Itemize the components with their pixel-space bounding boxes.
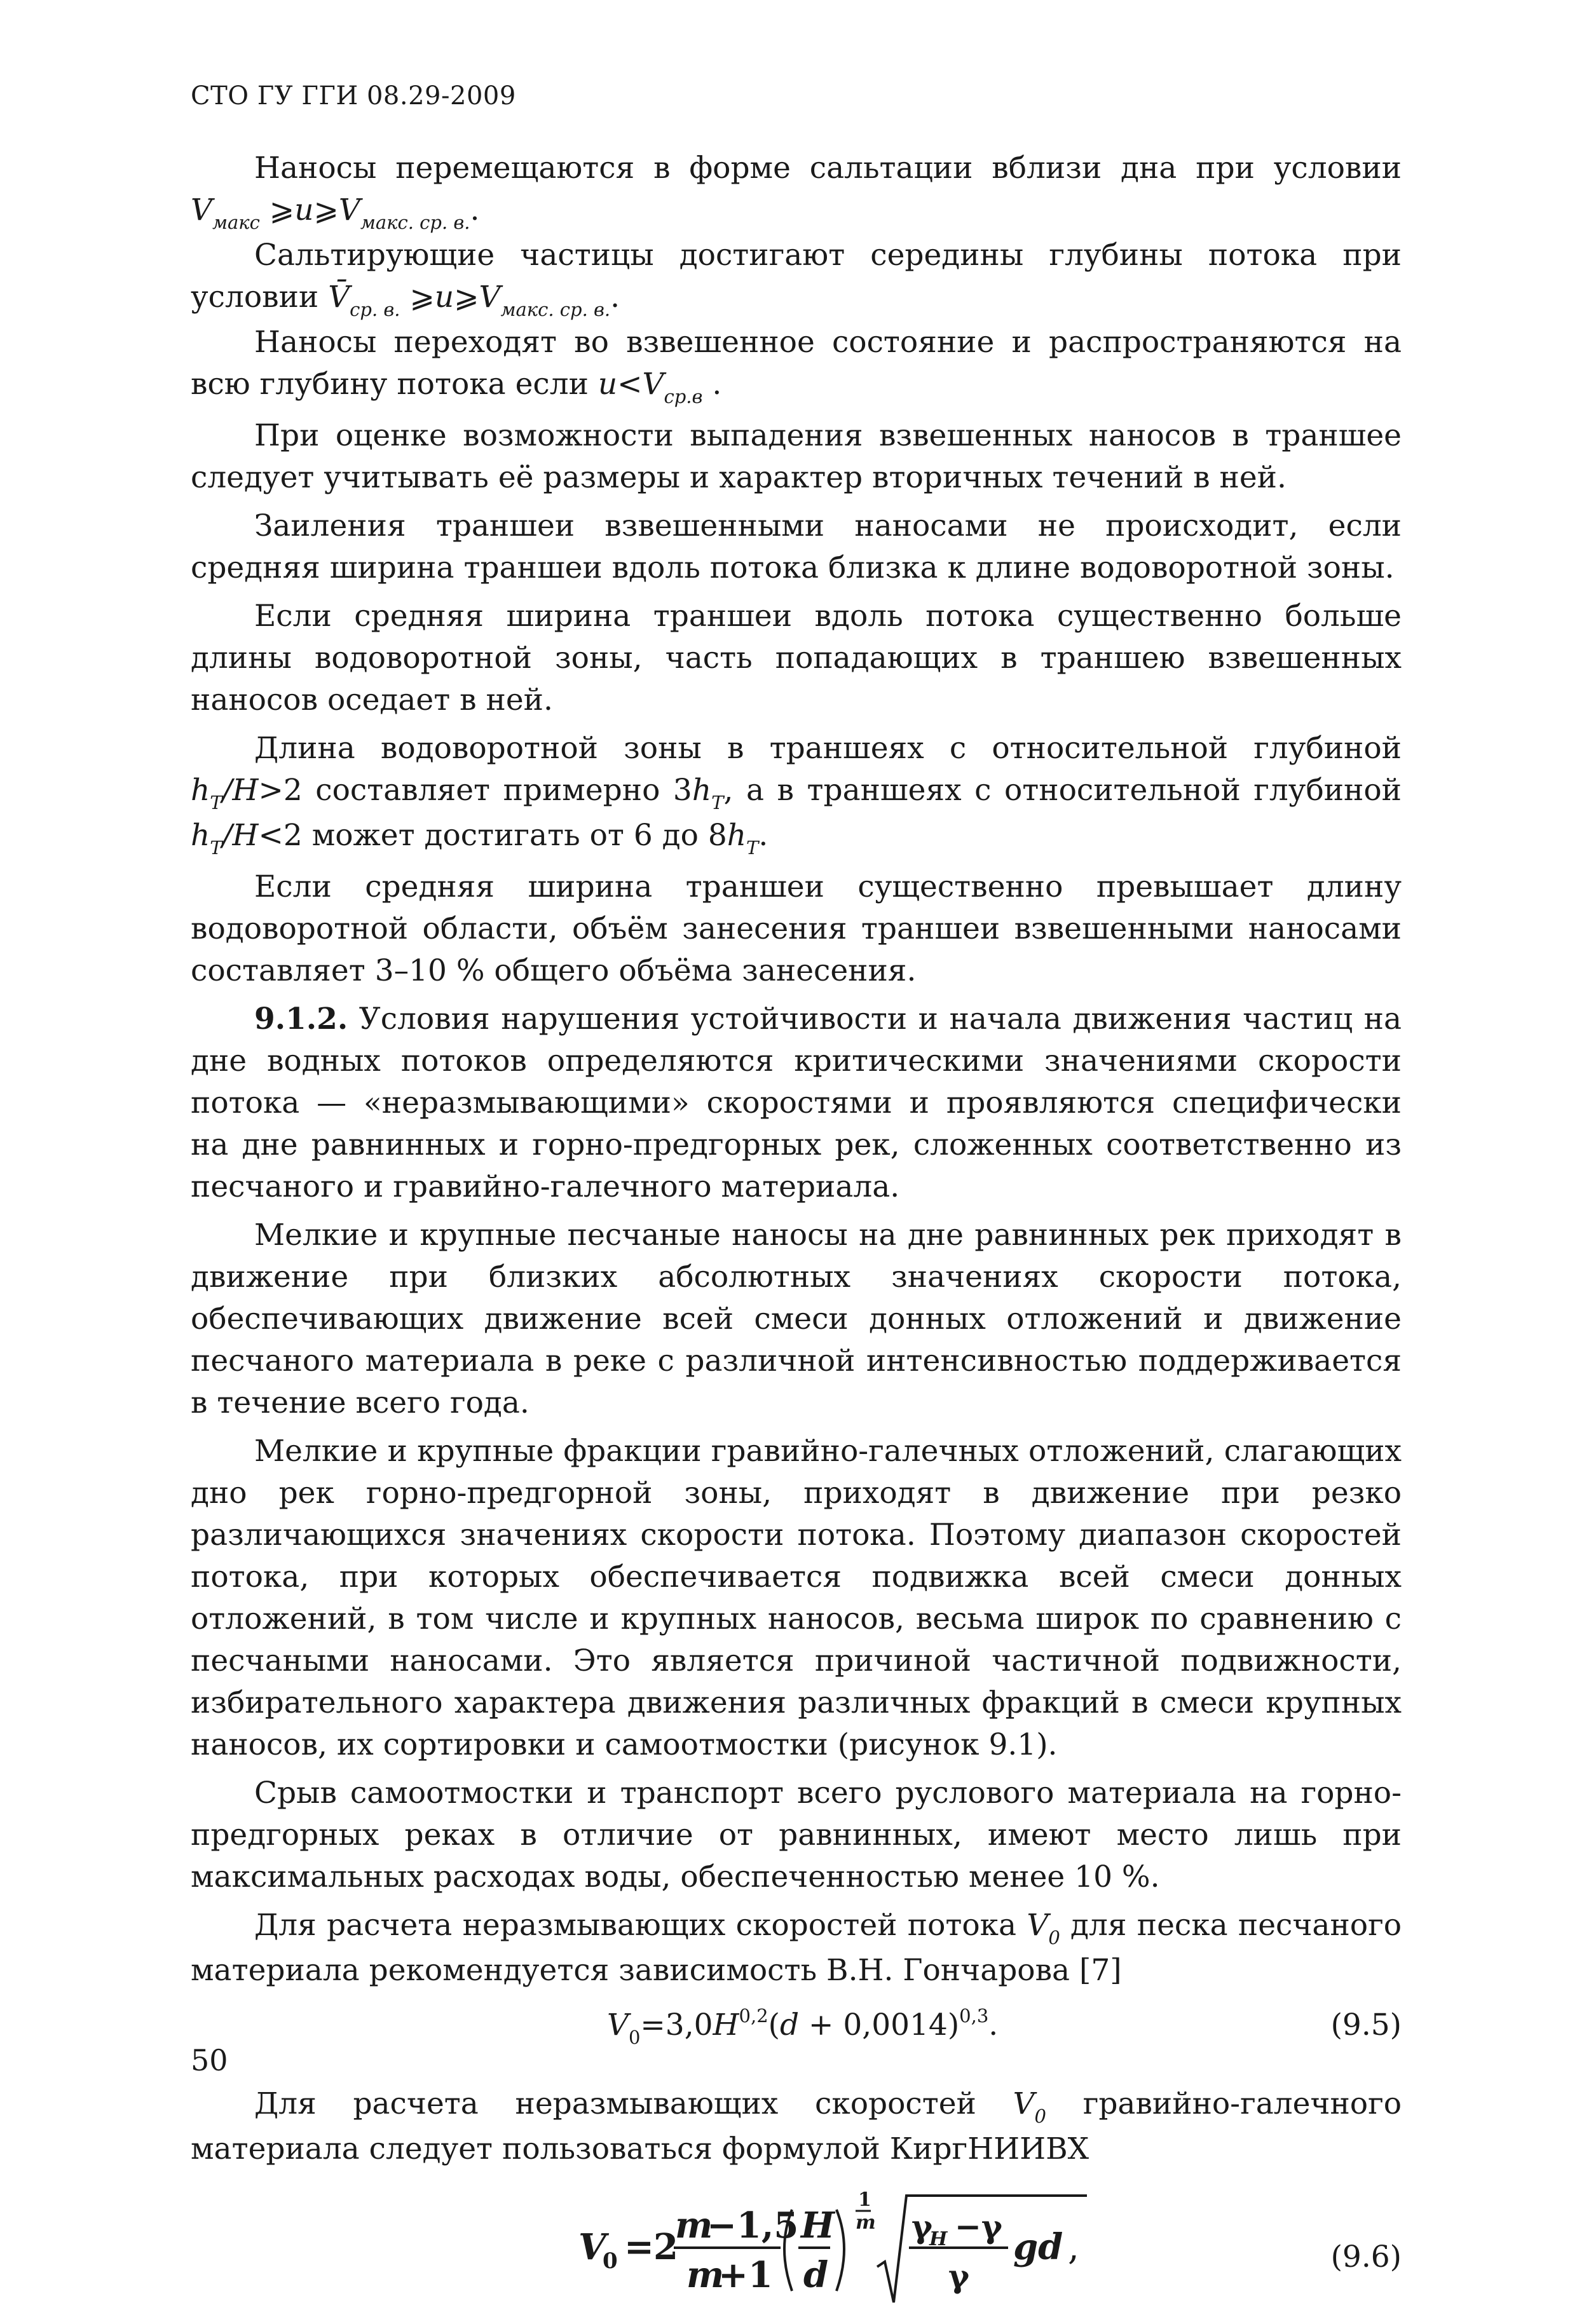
paragraph-kirgniivkh: Для расчета неразмывающих скоростей $V_0$ гравийно-галечного материала следует пользоваться формулой КиргНИИВХ [191, 2086, 1402, 2166]
paragraph-armour-breakup: Срыв самоотмостки и транспорт всего руслового материала на горно-предгорных реках в отличие от равнинных, имеют место лишь при максимальных расходах воды, обеспеченностью менее 10 %. [191, 1776, 1402, 1894]
paragraph-text: , а в траншеях с относительной глубиной [723, 773, 1402, 808]
svg-text:+1: +1 [718, 2254, 773, 2296]
svg-text:0: 0 [603, 2248, 618, 2274]
paragraph-text: Для расчета неразмывающих скоростей потока [254, 1908, 1017, 1943]
paragraph-goncharov: Для расчета неразмывающих скоростей потока $V_0$ для песка песчаного материала рекомендуется зависимость В.Н. Гончарова [7] [191, 1908, 1402, 1988]
paragraph-suspension: Наносы переходят во взвешенное состояние и распространяются на всю глубину потока если $u<V_{ср.в}$ . [191, 325, 1402, 407]
document-code-header: СТО ГУ ГГИ 08.29-2009 [191, 81, 516, 111]
paragraph-section-9-1-2 [191, 998, 1402, 1208]
paragraph-eddy-zone-length: Длина водоворотной зоны в траншеях с относительной глубиной $h_T/H>2$ составляет примерно $3h_T$, а в траншеях с относительной глубиной $h_T/H<2$ может достигать от 6 до $8h_T$. [191, 731, 1402, 859]
paragraph-partial-settling: Если средняя ширина траншеи вдоль потока существенно больше длины водоворотной зоны, часть попадающих в траншею взвешенных наносов оседает в ней. [191, 599, 1402, 717]
paragraph-saltation: Наносы перемещаются в форме сальтации вблизи дна при условии $V_{макс}$ $⩾u⩾V_{макс. ср. в.}$. [191, 151, 1402, 233]
svg-text:d: d [803, 2254, 829, 2296]
paragraph-no-siltation: Заиления траншеи взвешенными наносами не происходит, если средняя ширина траншеи вдоль потока близка к длине водоворотной зоны. [191, 508, 1402, 585]
paragraph-text: составляет примерно [315, 773, 660, 808]
equation-9-6-formula [578, 2184, 1214, 2321]
svg-text:γ: γ [911, 2208, 933, 2245]
paragraph-text: Для расчета неразмывающих скоростей [254, 2086, 976, 2121]
equation-9-6 [191, 2178, 1402, 2324]
svg-text:=: = [624, 2226, 654, 2268]
paragraph-text: Сальтирующие частицы достигают середины глубины потока при условии [191, 238, 1402, 315]
paragraph-text: Наносы перемещаются в форме сальтации вблизи дна при условии [254, 151, 1402, 186]
paragraph-text: гравийно-галечного материала следует пользоваться формулой КиргНИИВХ [191, 2086, 1402, 2166]
svg-text:V: V [578, 2226, 606, 2268]
svg-text:H: H [801, 2205, 835, 2246]
svg-text:,: , [1068, 2227, 1079, 2268]
section-number: 9.1.2. [254, 1002, 348, 1036]
paragraph-text: Условия нарушения устойчивости и начала движения частиц на дне водных потоков определяются критическими значениями скорости потока — «неразмывающими» скоростями и проявляются специфически на дне равнинных и горно-предгорных рек, сложенных соответственно из песчаного и гравийно-галечного материала. [191, 1002, 1402, 1204]
svg-text:m: m [686, 2254, 725, 2296]
svg-text:−γ: −γ [955, 2208, 1002, 2245]
paragraph-text: для песка песчаного материала рекомендуется зависимость В.Н. Гончарова [7] [191, 1908, 1402, 1988]
paragraph-trench-assessment: При оценке возможности выпадения взвешенных наносов в траншее следует учитывать её размеры и характер вторичных течений в ней. [191, 418, 1402, 495]
svg-text:−1,5: −1,5 [707, 2205, 799, 2246]
paragraph-sediment-volume: Если средняя ширина траншеи существенно превышает длину водоворотной области, объём занесения траншеи взвешенными наносами составляет 3–10 % общего объёма занесения. [191, 869, 1402, 988]
equation-9-5-number: (9.5) [1330, 2008, 1402, 2042]
paragraph-sand-sediments: Мелкие и крупные песчаные наносы на дне равнинных рек приходят в движение при близких абсолютных значениях скорости потока, обеспечивающих движение всей смеси донных отложений и движение песчаного материала в реке с различной интенсивностью поддерживается в течение всего года. [191, 1218, 1402, 1420]
svg-text:gd: gd [1013, 2226, 1063, 2268]
page-number: 50 [191, 2043, 228, 2077]
svg-text:2: 2 [653, 2226, 678, 2268]
equation-9-6-number: (9.6) [1330, 2239, 1402, 2274]
svg-text:m: m [675, 2205, 713, 2246]
paragraph-text: может достигать от 6 до [311, 818, 699, 853]
paragraph-text: Наносы переходят во взвешенное состояние и распространяются на всю глубину потока если [191, 325, 1402, 402]
svg-text:m: m [856, 2212, 876, 2234]
svg-text:γ: γ [948, 2257, 970, 2295]
svg-text:Н: Н [929, 2228, 948, 2250]
paragraph-gravel-fractions: Мелкие и крупные фракции гравийно-галечных отложений, слагающих дно рек горно-предгорной зоны, приходят в движение при резко различающихся значениях скорости потока. Поэтому диапазон скоростей потока, при которых обеспечивается подвижка всей смеси донных отложений, в том числе и крупных наносов, весьма широк по сравнению с песчаными наносами. Это является причиной частичной подвижности, избирательного характера движения различных фракций в смеси крупных наносов, их сортировки и самоотмостки (рисунок 9.1). [191, 1434, 1402, 1762]
svg-text:1: 1 [858, 2189, 871, 2211]
main-text [191, 147, 1402, 2324]
paragraph-text: Длина водоворотной зоны в траншеях с относительной глубиной [254, 731, 1402, 766]
equation-9-5-formula: $V_0=3,0H^{0,2}(d + 0,0014)^{0,3}$. [607, 2005, 999, 2048]
paragraph-saltating-particles: Сальтирующие частицы достигают середины глубины потока при условии $V̄_{ср. в.}$ $⩾u⩾V_{макс. ср. в.}$. [191, 238, 1402, 320]
equation-9-5 [191, 1992, 1402, 2062]
